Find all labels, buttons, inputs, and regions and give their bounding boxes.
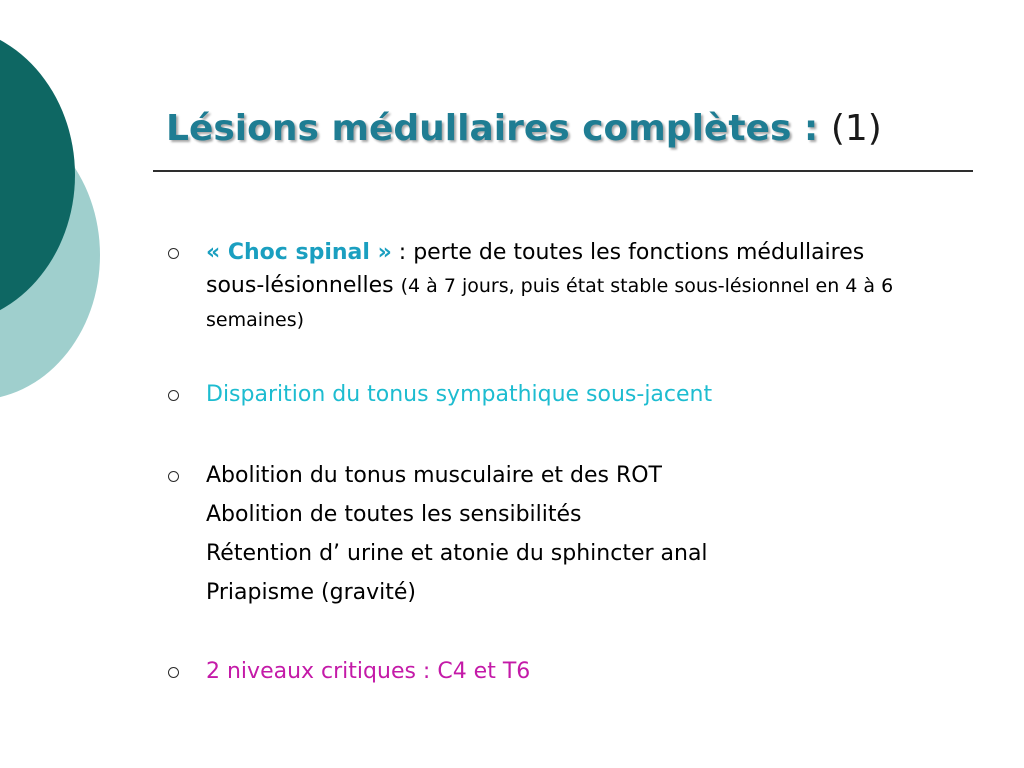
abolition-line: Abolition du tonus musculaire et des ROT: [206, 463, 662, 488]
title-main: Lésions médullaires complètes :: [166, 108, 819, 149]
bullet-marker-icon: [168, 667, 179, 678]
bullet-sympathique: [168, 378, 908, 411]
title-divider: [153, 170, 973, 172]
sympathique-text: Disparition du tonus sympathique sous-jacent: [206, 382, 713, 407]
bullet-marker-icon: [168, 471, 179, 482]
choc-spinal-text: : perte de toutes les fonctions médullaires sous-lésionnelles: [206, 240, 865, 298]
abolition-line: Abolition de toutes les sensibilités: [206, 502, 582, 527]
niveaux-text: 2 niveaux critiques : C4 et T6: [206, 659, 531, 684]
bullet-marker-icon: [168, 248, 179, 259]
abolition-line: Rétention d’ urine et atonie du sphincter anal: [206, 541, 708, 566]
slide-title: [166, 104, 882, 154]
bullet-marker-icon: [168, 390, 179, 401]
bullet-niveaux-critiques: [168, 655, 908, 688]
abolition-line: Priapisme (gravité): [206, 580, 416, 605]
bullet-abolition: [168, 456, 908, 612]
bullet-choc-spinal: [168, 236, 908, 337]
choc-spinal-detail: (4 à 7 jours, puis état stable sous-lésionnel en 4 à 6 semaines): [206, 275, 894, 331]
choc-spinal-term: « Choc spinal »: [206, 240, 392, 265]
title-number: (1): [830, 108, 882, 149]
bullet-list: [168, 236, 908, 688]
